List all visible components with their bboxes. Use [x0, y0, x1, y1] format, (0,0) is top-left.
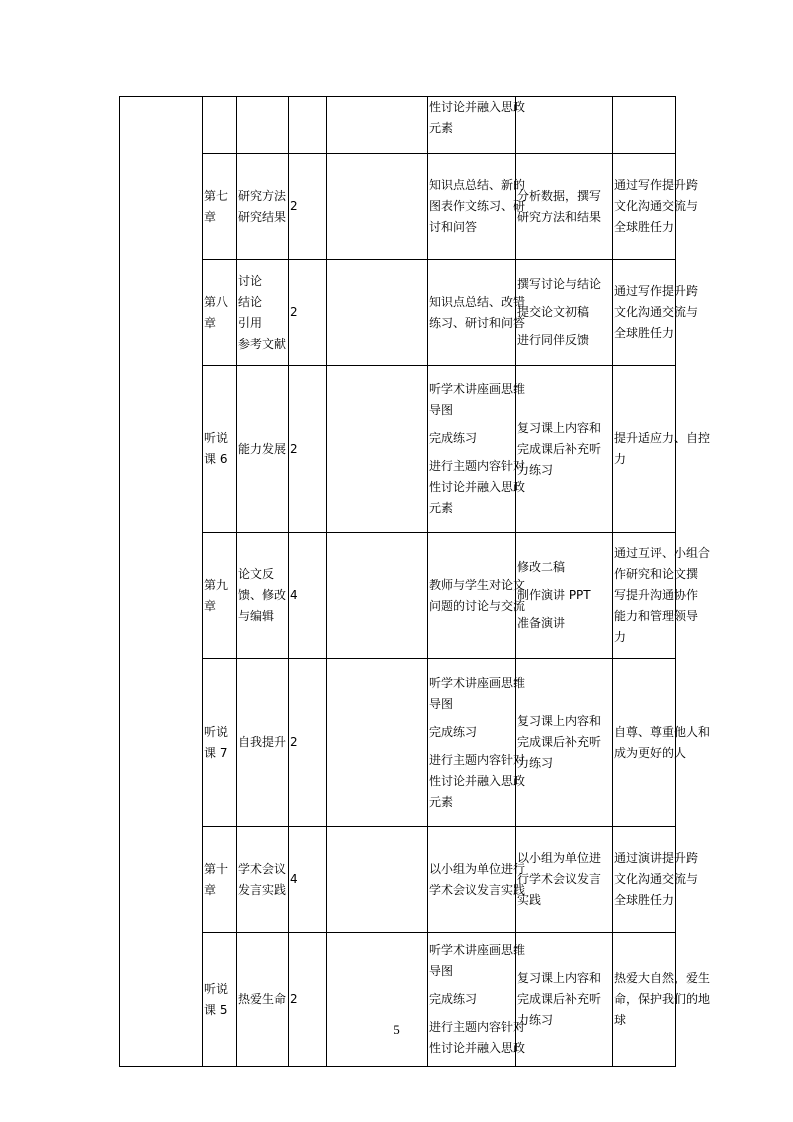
merged-category-cell	[120, 97, 203, 1067]
blank-cell	[327, 366, 428, 533]
cell-text-line: 作研究和论文撰	[614, 567, 699, 581]
cell-text-line: 导图	[429, 403, 454, 417]
blank-cell	[327, 933, 428, 1067]
topic-cell	[237, 154, 289, 260]
activities-cell	[428, 154, 526, 260]
cell-text-line: 图表作文练习、研	[429, 199, 526, 213]
cell-text-line: 通过演讲提升跨	[614, 851, 699, 865]
cell-text-line: 性讨论并融入思政	[429, 100, 526, 114]
cell-text-line: 元素	[429, 794, 454, 809]
cell-text-line: 课 6	[204, 452, 228, 466]
cell-text-line: 知识点总结、新的	[429, 178, 526, 192]
paragraph-gap	[429, 982, 514, 989]
activities-cell	[428, 533, 526, 659]
cell-text-line: 馈、修改	[238, 588, 287, 602]
chapter-cell	[203, 659, 237, 827]
hours-cell: 2	[289, 659, 327, 827]
cell-text-line: 课 7	[204, 745, 228, 760]
topic-cell	[237, 659, 289, 827]
cell-text-line: 自尊、尊重他人和	[614, 724, 711, 739]
cell-text-line: 写提升沟通协作	[614, 588, 699, 602]
cell-text-line: 性讨论并融入思政	[429, 1041, 526, 1055]
chapter-cell	[203, 260, 237, 366]
goal-description-cell	[613, 154, 699, 260]
table-row	[120, 933, 676, 1067]
cell-text-line: 发言实践	[238, 882, 287, 897]
blank-cell	[327, 260, 428, 366]
hours-cell: 2	[289, 366, 327, 533]
paragraph-gap	[429, 715, 514, 722]
cell-text-line: 完成练习	[429, 724, 478, 739]
cell-text-line: 教师与学生对论文	[429, 577, 526, 592]
table-row	[120, 827, 676, 933]
cell-text-line: 进行同伴反馈	[517, 333, 590, 347]
cell-text-line: 通过互评、小组合	[614, 546, 711, 560]
cell-text-line: 球	[614, 1013, 627, 1027]
hours-cell: 2	[289, 154, 327, 260]
cell-text-line: 力练习	[517, 1013, 554, 1027]
cell-text-line: 问题的讨论与交流	[429, 598, 526, 613]
table-row	[120, 366, 676, 533]
cell-text-line: 听学术讲座画思维	[429, 943, 526, 957]
cell-text-line: 研究方法和结果	[517, 209, 602, 224]
cell-text-line: 课 5	[204, 1002, 228, 1017]
topic-cell	[237, 260, 289, 366]
chapter-cell	[203, 533, 237, 659]
cell-text-line: 实践	[517, 893, 542, 907]
table-row	[120, 154, 676, 260]
hours-cell: 2	[289, 933, 327, 1067]
activities-cell	[428, 260, 526, 366]
cell-text-line: 力练习	[517, 462, 554, 477]
blank-cell	[327, 659, 428, 827]
cell-text-line: 复习课上内容和	[517, 971, 602, 985]
cell-text-line: 能力和管理领导	[614, 609, 699, 623]
assignments-cell	[516, 97, 613, 154]
goal-description-cell	[613, 260, 699, 366]
cell-text-line: 章	[204, 315, 217, 330]
cell-text-line: 知识点总结、改错	[429, 294, 526, 309]
paragraph-gap	[429, 1010, 514, 1017]
assignments-cell	[516, 933, 613, 1067]
cell-text-line: 完成课后补充听	[517, 992, 602, 1006]
cell-text-line: 第十	[204, 861, 229, 876]
cell-text-line: 导图	[429, 964, 454, 978]
topic-cell	[237, 533, 289, 659]
blank-cell	[327, 827, 428, 933]
cell-text-line: 提交论文初稿	[517, 305, 590, 319]
cell-text-line: 撰写讨论与结论	[517, 277, 602, 291]
cell-text-line: 文化沟通交流与	[614, 199, 699, 213]
cell-text-line: 章	[204, 598, 217, 613]
topic-cell	[237, 827, 289, 933]
cell-text-line: 听说	[204, 431, 229, 445]
goal-description-cell	[613, 366, 711, 533]
cell-text-line: 结论	[238, 294, 263, 309]
cell-text-line: 研究方法	[238, 188, 287, 203]
cell-text-line: 第八	[204, 294, 229, 309]
cell-text-line: 导图	[429, 696, 454, 711]
table-row	[120, 260, 676, 366]
activities-cell	[428, 933, 526, 1067]
cell-text-line: 全球胜任力	[614, 220, 675, 234]
cell-text-line: 自我提升	[238, 735, 287, 749]
syllabus-table	[119, 96, 711, 1067]
cell-text-line: 进行主题内容针对	[429, 1020, 526, 1034]
blank-cell	[327, 154, 428, 260]
cell-text-line: 提升适应力、自控	[614, 431, 711, 445]
cell-text-line: 完成练习	[429, 431, 478, 445]
blank-cell	[327, 97, 428, 154]
cell-text-line: 成为更好的人	[614, 745, 687, 760]
goal-description-cell	[613, 533, 711, 659]
cell-text-line: 性讨论并融入思政	[429, 480, 526, 494]
cell-text-line: 听说	[204, 724, 229, 739]
cell-text-line: 元素	[429, 501, 454, 515]
cell-text-line: 听学术讲座画思维	[429, 675, 526, 690]
topic-cell	[237, 97, 289, 154]
assignments-cell	[516, 260, 613, 366]
cell-text-line: 以小组为单位进	[517, 851, 602, 865]
goal-description-cell	[613, 97, 676, 154]
cell-text-line: 制作演讲 PPT	[517, 588, 591, 602]
goal-description-cell	[613, 933, 711, 1067]
goal-description-cell	[613, 659, 711, 827]
paragraph-gap	[517, 323, 611, 330]
hours-cell: 2	[289, 260, 327, 366]
cell-text-line: 讨论	[238, 273, 263, 288]
cell-text-line: 研究结果	[238, 209, 287, 224]
cell-text-line: 章	[204, 209, 217, 224]
cell-text-line: 与编辑	[238, 609, 275, 623]
chapter-cell	[203, 97, 237, 154]
chapter-cell	[203, 933, 237, 1067]
assignments-cell	[516, 366, 613, 533]
assignments-cell	[516, 827, 613, 933]
cell-text-line: 修改二稿	[517, 560, 566, 574]
cell-text-line: 练习、研讨和问答	[429, 315, 526, 330]
activities-cell	[428, 827, 526, 933]
cell-text-line: 行学术会议发言	[517, 872, 602, 886]
cell-text-line: 力	[614, 630, 627, 644]
activities-cell	[428, 366, 526, 533]
table-row	[120, 659, 676, 827]
paragraph-gap	[517, 295, 611, 302]
cell-text-line: 论文反	[238, 567, 275, 581]
cell-text-line: 听学术讲座画思维	[429, 382, 526, 396]
cell-text-line: 能力发展	[238, 441, 287, 456]
assignments-cell	[516, 659, 613, 827]
cell-text-line: 第九	[204, 577, 229, 592]
table-row	[120, 533, 676, 659]
cell-text-line: 全球胜任力	[614, 893, 675, 907]
cell-text-line: 力练习	[517, 756, 554, 770]
cell-text-line: 完成课后补充听	[517, 735, 602, 749]
cell-text-line: 文化沟通交流与	[614, 872, 699, 886]
cell-text-line: 热爱生命	[238, 992, 287, 1006]
activities-cell	[428, 97, 526, 154]
activities-cell	[428, 659, 526, 827]
topic-cell	[237, 933, 289, 1067]
cell-text-line: 章	[204, 882, 217, 897]
cell-text-line: 参考文献	[238, 336, 287, 351]
paragraph-gap	[517, 578, 611, 585]
assignments-cell	[516, 154, 613, 260]
cell-text-line: 学术会议	[238, 861, 287, 876]
cell-text-line: 完成课后补充听	[517, 441, 602, 456]
cell-text-line: 热爱大自然，爱生	[614, 971, 711, 985]
cell-text-line: 第七	[204, 188, 229, 203]
paragraph-gap	[517, 606, 611, 613]
cell-text-line: 全球胜任力	[614, 326, 675, 340]
table-row	[120, 97, 676, 154]
cell-text-line: 文化沟通交流与	[614, 305, 699, 319]
cell-text-line: 学术会议发言实践	[429, 882, 526, 897]
cell-text-line: 准备演讲	[517, 616, 566, 630]
cell-text-line: 命，保护我们的地	[614, 992, 711, 1006]
cell-text-line: 复习课上内容和	[517, 714, 602, 728]
cell-text-line: 进行主题内容针对	[429, 459, 526, 473]
topic-cell	[237, 366, 289, 533]
paragraph-gap	[429, 743, 514, 750]
cell-text-line: 元素	[429, 121, 454, 135]
hours-cell	[289, 97, 327, 154]
goal-description-cell	[613, 827, 699, 933]
cell-text-line: 性讨论并融入思政	[429, 773, 526, 788]
paragraph-gap	[429, 421, 514, 428]
cell-text-line: 引用	[238, 315, 263, 330]
chapter-cell	[203, 366, 237, 533]
cell-text-line: 以小组为单位进行	[429, 861, 526, 876]
cell-text-line: 讨和问答	[429, 220, 478, 234]
page-number: 5	[393, 1022, 400, 1037]
paragraph-gap	[429, 449, 514, 456]
cell-text-line: 通过写作提升跨	[614, 178, 699, 192]
hours-cell: 4	[289, 827, 327, 933]
cell-text-line: 复习课上内容和	[517, 420, 602, 435]
cell-text-line: 听说	[204, 981, 229, 996]
cell-text-line: 分析数据，撰写	[517, 188, 602, 203]
chapter-cell	[203, 154, 237, 260]
assignments-cell	[516, 533, 613, 659]
chapter-cell	[203, 827, 237, 933]
cell-text-line: 通过写作提升跨	[614, 284, 699, 298]
hours-cell: 4	[289, 533, 327, 659]
cell-text-line: 进行主题内容针对	[429, 752, 526, 767]
blank-cell	[327, 533, 428, 659]
cell-text-line: 完成练习	[429, 992, 478, 1006]
cell-text-line: 力	[614, 452, 627, 466]
